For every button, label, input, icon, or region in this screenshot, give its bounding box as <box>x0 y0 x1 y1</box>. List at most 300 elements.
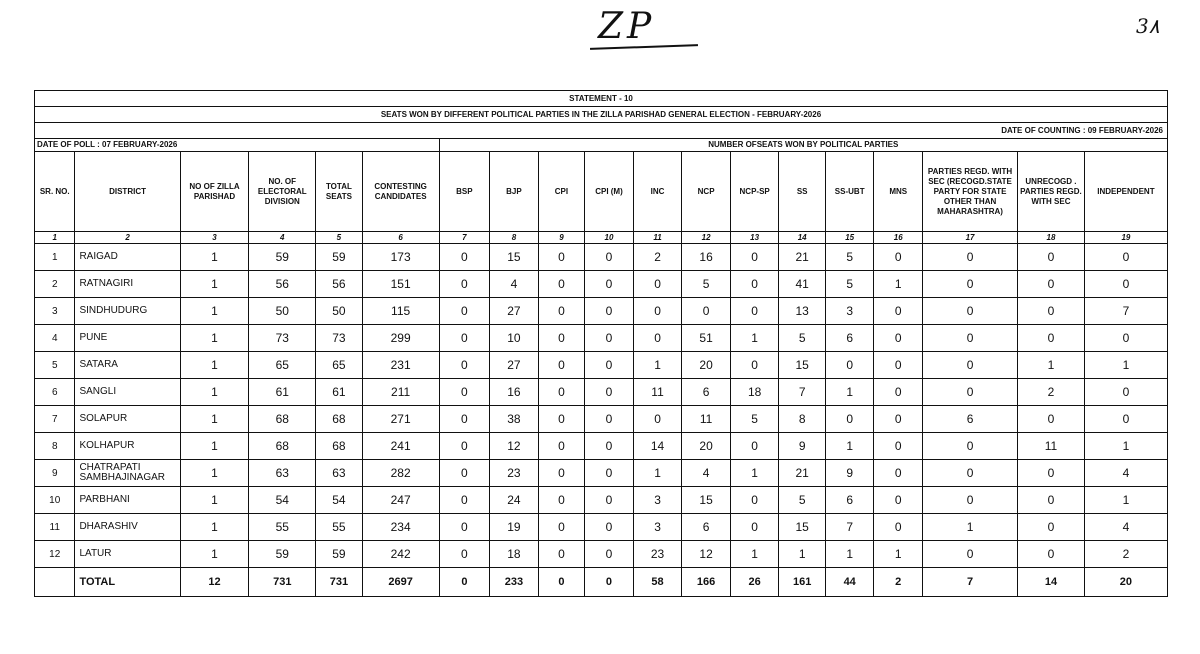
total-cell: 14 <box>1018 568 1085 597</box>
value-cell: 12 <box>490 433 539 460</box>
column-header: NCP <box>682 152 731 232</box>
value-cell: 73 <box>316 325 363 352</box>
value-cell: 0 <box>682 298 731 325</box>
value-cell: 65 <box>249 352 316 379</box>
total-label: TOTAL <box>75 568 180 597</box>
value-cell: 0 <box>1018 244 1085 271</box>
column-header: PARTIES REGD. WITH SEC (RECOGD.STATE PARTY FOR STATE OTHER THAN MAHARASHTRA) <box>923 152 1018 232</box>
sr-no-cell: 11 <box>35 514 75 541</box>
column-header: INC <box>633 152 682 232</box>
value-cell: 7 <box>825 514 874 541</box>
value-cell: 1 <box>180 325 249 352</box>
value-cell: 59 <box>249 244 316 271</box>
value-cell: 1 <box>825 541 874 568</box>
value-cell: 0 <box>1084 325 1167 352</box>
value-cell: 6 <box>923 406 1018 433</box>
total-cell: 166 <box>682 568 731 597</box>
value-cell: 18 <box>730 379 779 406</box>
value-cell: 2 <box>1084 541 1167 568</box>
value-cell: 7 <box>779 379 826 406</box>
date-of-poll: DATE OF POLL : 07 FEBRUARY-2026 <box>35 139 440 152</box>
total-cell: 731 <box>249 568 316 597</box>
value-cell: 63 <box>249 460 316 487</box>
total-cell: 44 <box>825 568 874 597</box>
value-cell: 0 <box>585 514 634 541</box>
table-row <box>35 433 1168 460</box>
value-cell: 0 <box>730 352 779 379</box>
column-header: BJP <box>490 152 539 232</box>
table-row <box>35 325 1168 352</box>
column-number: 12 <box>682 232 731 244</box>
sr-no-cell: 9 <box>35 460 75 487</box>
sr-no-cell: 7 <box>35 406 75 433</box>
value-cell: 0 <box>874 352 923 379</box>
value-cell: 0 <box>874 460 923 487</box>
value-cell: 56 <box>316 271 363 298</box>
value-cell: 11 <box>1018 433 1085 460</box>
column-header: CONTESTING CANDIDATES <box>362 152 439 232</box>
main-title-band <box>34 106 1168 122</box>
value-cell: 0 <box>874 406 923 433</box>
value-cell: 0 <box>633 406 682 433</box>
value-cell: 1 <box>180 298 249 325</box>
value-cell: 0 <box>825 352 874 379</box>
column-header: NO OF ZILLA PARISHAD <box>180 152 249 232</box>
sr-no-cell: 4 <box>35 325 75 352</box>
value-cell: 21 <box>779 460 826 487</box>
value-cell: 0 <box>439 433 490 460</box>
value-cell: 0 <box>538 406 585 433</box>
value-cell: 0 <box>923 271 1018 298</box>
value-cell: 55 <box>316 514 363 541</box>
value-cell: 24 <box>490 487 539 514</box>
value-cell: 14 <box>633 433 682 460</box>
value-cell: 0 <box>585 406 634 433</box>
value-cell: 0 <box>1018 460 1085 487</box>
value-cell: 0 <box>538 271 585 298</box>
value-cell: 16 <box>490 379 539 406</box>
value-cell: 73 <box>249 325 316 352</box>
value-cell: 0 <box>439 298 490 325</box>
total-cell: 161 <box>779 568 826 597</box>
value-cell: 231 <box>362 352 439 379</box>
value-cell: 0 <box>585 487 634 514</box>
value-cell: 21 <box>779 244 826 271</box>
value-cell: 50 <box>249 298 316 325</box>
value-cell: 0 <box>923 298 1018 325</box>
value-cell: 0 <box>1018 406 1085 433</box>
table-row <box>35 514 1168 541</box>
value-cell: 1 <box>1084 352 1167 379</box>
value-cell: 61 <box>249 379 316 406</box>
column-header: SS-UBT <box>825 152 874 232</box>
value-cell: 68 <box>316 406 363 433</box>
value-cell: 0 <box>923 325 1018 352</box>
value-cell: 11 <box>633 379 682 406</box>
value-cell: 1 <box>180 541 249 568</box>
value-cell: 0 <box>585 325 634 352</box>
statement-sheet <box>34 90 1168 597</box>
value-cell: 20 <box>682 352 731 379</box>
value-cell: 247 <box>362 487 439 514</box>
column-header: CPI (M) <box>585 152 634 232</box>
value-cell: 0 <box>439 379 490 406</box>
total-cell: 2 <box>874 568 923 597</box>
value-cell: 0 <box>585 298 634 325</box>
value-cell: 299 <box>362 325 439 352</box>
column-number: 6 <box>362 232 439 244</box>
table-body <box>35 232 1168 597</box>
value-cell: 1 <box>923 514 1018 541</box>
value-cell: 5 <box>825 244 874 271</box>
value-cell: 15 <box>490 244 539 271</box>
district-cell: SANGLI <box>75 379 180 406</box>
value-cell: 0 <box>538 325 585 352</box>
column-number: 9 <box>538 232 585 244</box>
value-cell: 242 <box>362 541 439 568</box>
value-cell: 9 <box>779 433 826 460</box>
value-cell: 5 <box>825 271 874 298</box>
total-cell: 233 <box>490 568 539 597</box>
value-cell: 1 <box>180 406 249 433</box>
value-cell: 0 <box>874 325 923 352</box>
value-cell: 54 <box>249 487 316 514</box>
value-cell: 0 <box>730 514 779 541</box>
total-cell: 20 <box>1084 568 1167 597</box>
date-of-counting: DATE OF COUNTING : 09 FEBRUARY-2026 <box>1001 126 1163 135</box>
value-cell: 0 <box>730 271 779 298</box>
total-cell: 0 <box>538 568 585 597</box>
value-cell: 19 <box>490 514 539 541</box>
sr-no-cell: 1 <box>35 244 75 271</box>
value-cell: 0 <box>923 487 1018 514</box>
value-cell: 50 <box>316 298 363 325</box>
total-cell: 2697 <box>362 568 439 597</box>
value-cell: 211 <box>362 379 439 406</box>
value-cell: 12 <box>682 541 731 568</box>
column-number: 15 <box>825 232 874 244</box>
value-cell: 0 <box>538 460 585 487</box>
district-cell: RAIGAD <box>75 244 180 271</box>
value-cell: 11 <box>682 406 731 433</box>
district-cell: RATNAGIRI <box>75 271 180 298</box>
value-cell: 151 <box>362 271 439 298</box>
value-cell: 1 <box>633 352 682 379</box>
value-cell: 1 <box>730 541 779 568</box>
table-row <box>35 352 1168 379</box>
value-cell: 2 <box>633 244 682 271</box>
value-cell: 27 <box>490 298 539 325</box>
total-row <box>35 568 1168 597</box>
column-number: 1 <box>35 232 75 244</box>
value-cell: 1 <box>180 487 249 514</box>
table-row <box>35 460 1168 487</box>
district-cell: SATARA <box>75 352 180 379</box>
value-cell: 59 <box>316 541 363 568</box>
value-cell: 271 <box>362 406 439 433</box>
sr-no-cell: 2 <box>35 271 75 298</box>
value-cell: 0 <box>1018 271 1085 298</box>
value-cell: 0 <box>1018 298 1085 325</box>
value-cell: 0 <box>923 460 1018 487</box>
value-cell: 0 <box>439 541 490 568</box>
value-cell: 68 <box>316 433 363 460</box>
value-cell: 0 <box>538 379 585 406</box>
value-cell: 0 <box>730 487 779 514</box>
value-cell: 1 <box>180 379 249 406</box>
total-cell: 58 <box>633 568 682 597</box>
value-cell: 1 <box>180 433 249 460</box>
page-number-mark: 3٨ <box>1136 14 1160 38</box>
column-number: 13 <box>730 232 779 244</box>
district-cell: SOLAPUR <box>75 406 180 433</box>
value-cell: 23 <box>633 541 682 568</box>
column-number: 4 <box>249 232 316 244</box>
value-cell: 0 <box>633 298 682 325</box>
value-cell: 9 <box>825 460 874 487</box>
total-cell: 731 <box>316 568 363 597</box>
value-cell: 0 <box>633 325 682 352</box>
column-header: UNRECOGD . PARTIES REGD. WITH SEC <box>1018 152 1085 232</box>
sr-no-cell: 10 <box>35 487 75 514</box>
column-number: 10 <box>585 232 634 244</box>
district-cell: SINDHUDURG <box>75 298 180 325</box>
sr-no-cell: 3 <box>35 298 75 325</box>
value-cell: 1 <box>180 352 249 379</box>
value-cell: 1 <box>180 514 249 541</box>
value-cell: 1 <box>633 460 682 487</box>
date-band <box>34 122 1168 138</box>
value-cell: 0 <box>1018 325 1085 352</box>
value-cell: 55 <box>249 514 316 541</box>
value-cell: 0 <box>585 352 634 379</box>
value-cell: 6 <box>682 379 731 406</box>
value-cell: 0 <box>923 541 1018 568</box>
value-cell: 63 <box>316 460 363 487</box>
value-cell: 51 <box>682 325 731 352</box>
value-cell: 0 <box>730 433 779 460</box>
value-cell: 0 <box>1018 514 1085 541</box>
value-cell: 173 <box>362 244 439 271</box>
value-cell: 0 <box>439 352 490 379</box>
column-number-row <box>35 232 1168 244</box>
value-cell: 13 <box>779 298 826 325</box>
value-cell: 6 <box>825 487 874 514</box>
value-cell: 65 <box>316 352 363 379</box>
seats-table <box>34 138 1168 597</box>
value-cell: 15 <box>779 514 826 541</box>
value-cell: 282 <box>362 460 439 487</box>
value-cell: 241 <box>362 433 439 460</box>
value-cell: 1 <box>730 460 779 487</box>
value-cell: 68 <box>249 433 316 460</box>
value-cell: 4 <box>490 271 539 298</box>
value-cell: 0 <box>439 460 490 487</box>
value-cell: 41 <box>779 271 826 298</box>
value-cell: 0 <box>585 271 634 298</box>
value-cell: 3 <box>633 514 682 541</box>
total-cell: 0 <box>439 568 490 597</box>
value-cell: 7 <box>1084 298 1167 325</box>
value-cell: 0 <box>730 244 779 271</box>
table-row <box>35 244 1168 271</box>
value-cell: 0 <box>538 541 585 568</box>
value-cell: 1 <box>180 244 249 271</box>
value-cell: 1 <box>874 271 923 298</box>
district-cell: DHARASHIV <box>75 514 180 541</box>
value-cell: 0 <box>439 244 490 271</box>
value-cell: 5 <box>730 406 779 433</box>
value-cell: 1 <box>825 379 874 406</box>
district-cell: CHATRAPATI SAMBHAJINAGAR <box>75 460 180 487</box>
value-cell: 0 <box>585 541 634 568</box>
value-cell: 6 <box>682 514 731 541</box>
value-cell: 0 <box>538 487 585 514</box>
value-cell: 0 <box>923 433 1018 460</box>
column-header: SR. NO. <box>35 152 75 232</box>
district-cell: PUNE <box>75 325 180 352</box>
column-header: SS <box>779 152 826 232</box>
value-cell: 1 <box>874 541 923 568</box>
value-cell: 6 <box>825 325 874 352</box>
value-cell: 0 <box>585 244 634 271</box>
value-cell: 0 <box>1018 487 1085 514</box>
value-cell: 59 <box>316 244 363 271</box>
statement-band <box>34 90 1168 106</box>
value-cell: 3 <box>825 298 874 325</box>
value-cell: 234 <box>362 514 439 541</box>
sr-no-cell: 8 <box>35 433 75 460</box>
value-cell: 20 <box>682 433 731 460</box>
value-cell: 1 <box>1084 433 1167 460</box>
value-cell: 0 <box>1084 271 1167 298</box>
district-cell: PARBHANI <box>75 487 180 514</box>
column-header: DISTRICT <box>75 152 180 232</box>
column-number: 18 <box>1018 232 1085 244</box>
value-cell: 61 <box>316 379 363 406</box>
value-cell: 0 <box>874 379 923 406</box>
value-cell: 5 <box>682 271 731 298</box>
value-cell: 68 <box>249 406 316 433</box>
table-row <box>35 487 1168 514</box>
value-cell: 4 <box>1084 460 1167 487</box>
party-group-caption: NUMBER OFSEATS WON BY POLITICAL PARTIES <box>439 139 1167 152</box>
value-cell: 0 <box>633 271 682 298</box>
value-cell: 0 <box>585 379 634 406</box>
value-cell: 10 <box>490 325 539 352</box>
value-cell: 1 <box>1084 487 1167 514</box>
value-cell: 0 <box>439 406 490 433</box>
value-cell: 115 <box>362 298 439 325</box>
value-cell: 0 <box>439 325 490 352</box>
value-cell: 5 <box>779 487 826 514</box>
value-cell: 0 <box>1084 379 1167 406</box>
value-cell: 0 <box>1084 244 1167 271</box>
value-cell: 0 <box>1018 541 1085 568</box>
value-cell: 0 <box>874 433 923 460</box>
value-cell: 0 <box>538 433 585 460</box>
table-row <box>35 298 1168 325</box>
district-cell: LATUR <box>75 541 180 568</box>
value-cell: 0 <box>538 514 585 541</box>
column-number: 3 <box>180 232 249 244</box>
value-cell: 0 <box>439 514 490 541</box>
value-cell: 4 <box>682 460 731 487</box>
column-header: NCP-SP <box>730 152 779 232</box>
sr-no-cell: 5 <box>35 352 75 379</box>
table-row <box>35 379 1168 406</box>
value-cell: 1 <box>1018 352 1085 379</box>
value-cell: 56 <box>249 271 316 298</box>
value-cell: 15 <box>779 352 826 379</box>
value-cell: 1 <box>730 325 779 352</box>
column-header: BSP <box>439 152 490 232</box>
column-number: 8 <box>490 232 539 244</box>
value-cell: 0 <box>538 352 585 379</box>
column-header: CPI <box>538 152 585 232</box>
table-row <box>35 541 1168 568</box>
value-cell: 4 <box>1084 514 1167 541</box>
column-number: 11 <box>633 232 682 244</box>
column-number: 5 <box>316 232 363 244</box>
column-header: NO. OF ELECTORAL DIVISION <box>249 152 316 232</box>
value-cell: 8 <box>779 406 826 433</box>
value-cell: 27 <box>490 352 539 379</box>
total-cell: 12 <box>180 568 249 597</box>
column-number: 17 <box>923 232 1018 244</box>
value-cell: 5 <box>779 325 826 352</box>
value-cell: 16 <box>682 244 731 271</box>
value-cell: 38 <box>490 406 539 433</box>
value-cell: 0 <box>874 514 923 541</box>
value-cell: 0 <box>874 244 923 271</box>
value-cell: 23 <box>490 460 539 487</box>
column-header: MNS <box>874 152 923 232</box>
value-cell: 54 <box>316 487 363 514</box>
total-cell: 0 <box>585 568 634 597</box>
sr-no-cell: 6 <box>35 379 75 406</box>
value-cell: 0 <box>538 298 585 325</box>
value-cell: 0 <box>923 379 1018 406</box>
total-cell: 26 <box>730 568 779 597</box>
value-cell: 0 <box>439 271 490 298</box>
value-cell: 2 <box>1018 379 1085 406</box>
value-cell: 0 <box>730 298 779 325</box>
column-header: INDEPENDENT <box>1084 152 1167 232</box>
column-number: 7 <box>439 232 490 244</box>
value-cell: 1 <box>180 271 249 298</box>
table-row <box>35 406 1168 433</box>
value-cell: 0 <box>923 244 1018 271</box>
value-cell: 0 <box>1084 406 1167 433</box>
value-cell: 15 <box>682 487 731 514</box>
column-header: TOTAL SEATS <box>316 152 363 232</box>
header-row <box>35 152 1168 232</box>
value-cell: 18 <box>490 541 539 568</box>
value-cell: 1 <box>779 541 826 568</box>
value-cell: 0 <box>585 460 634 487</box>
value-cell: 0 <box>874 487 923 514</box>
value-cell: 0 <box>825 406 874 433</box>
value-cell: 1 <box>180 460 249 487</box>
column-number: 14 <box>779 232 826 244</box>
column-number: 19 <box>1084 232 1167 244</box>
handwritten-title: ZP <box>598 6 656 47</box>
value-cell: 0 <box>874 298 923 325</box>
value-cell: 0 <box>923 352 1018 379</box>
total-cell <box>35 568 75 597</box>
statement-title: STATEMENT - 10 <box>569 94 633 103</box>
